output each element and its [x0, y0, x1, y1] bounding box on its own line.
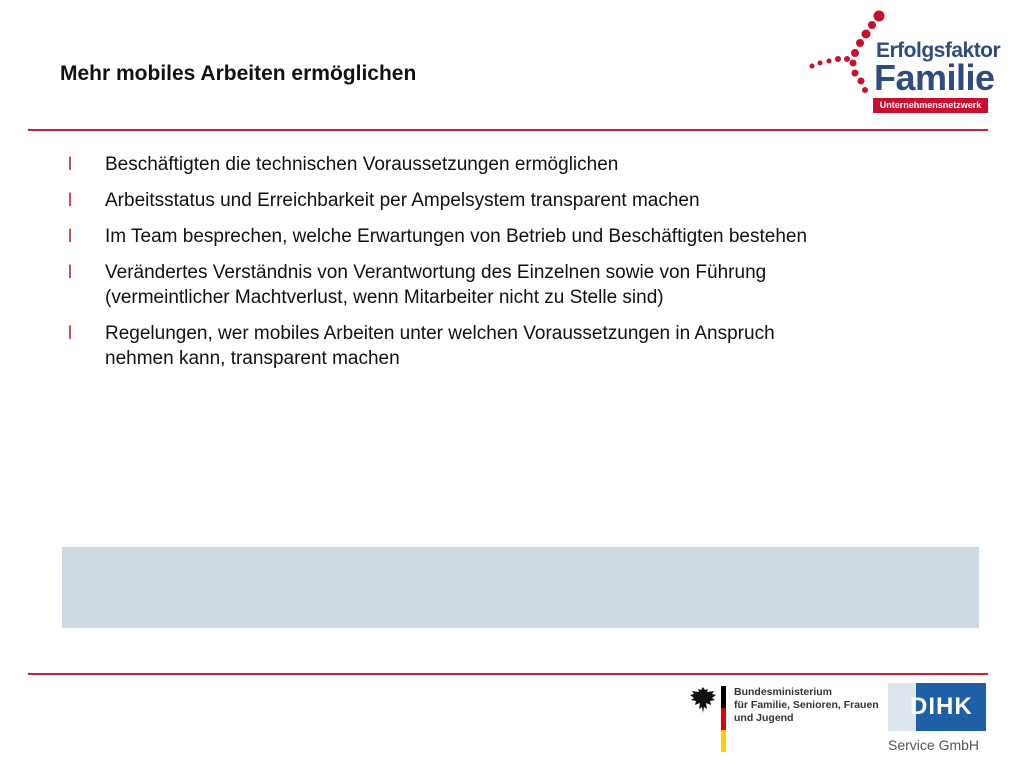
federal-eagle-icon [688, 685, 718, 715]
list-item [66, 321, 966, 371]
bullet-line: Beschäftigten die technischen Voraussetzungen ermöglichen [105, 154, 619, 175]
dihk-acronym: DIHK [910, 693, 973, 720]
bullet-line: nehmen kann, transparent machen [105, 348, 400, 369]
bullet-line: Arbeitsstatus und Erreichbarkeit per Ampelsystem transparent machen [105, 190, 700, 211]
bullet-line: Im Team besprechen, welche Erwartungen von Betrieb und Beschäftigten bestehen [105, 226, 808, 247]
bullet-marker: l [68, 190, 72, 210]
bullet-marker: l [68, 262, 72, 282]
logo-badge: Unternehmensnetzwerk [873, 98, 988, 113]
ministry-name [734, 686, 879, 725]
bottom-divider [28, 673, 988, 675]
list-item [66, 260, 966, 310]
erfolgsfaktor-familie-logo [808, 10, 1001, 118]
list-item [66, 152, 966, 177]
ministry-line: und Jugend [734, 712, 794, 724]
bullet-marker: l [68, 154, 72, 174]
dihk-subtitle: Service GmbH [888, 737, 980, 753]
bullet-line: Regelungen, wer mobiles Arbeiten unter welchen Voraussetzungen in Anspruch [105, 323, 775, 344]
ministry-line: für Familie, Senioren, Frauen [734, 699, 879, 711]
logo-line1: Erfolgsfaktor [876, 39, 1001, 62]
ministry-logo [688, 683, 883, 753]
content-placeholder-box [62, 547, 979, 628]
bullet-marker: l [68, 226, 72, 246]
bullet-line: (vermeintlicher Machtverlust, wenn Mitarbeiter nicht zu Stelle sind) [105, 287, 664, 308]
german-flag-stripe [721, 686, 726, 752]
dihk-logo [888, 683, 988, 757]
logo-line2: Familie [874, 57, 995, 98]
bullet-line: Verändertes Verständnis von Verantwortung des Einzelnen sowie von Führung [105, 262, 767, 283]
slide-title: Mehr mobiles Arbeiten ermöglichen [60, 62, 417, 85]
top-divider [28, 129, 988, 131]
bullet-marker: l [68, 323, 72, 343]
bullet-list [66, 152, 966, 382]
list-item [66, 188, 966, 213]
ministry-line: Bundesministerium [734, 686, 833, 698]
list-item [66, 224, 966, 249]
